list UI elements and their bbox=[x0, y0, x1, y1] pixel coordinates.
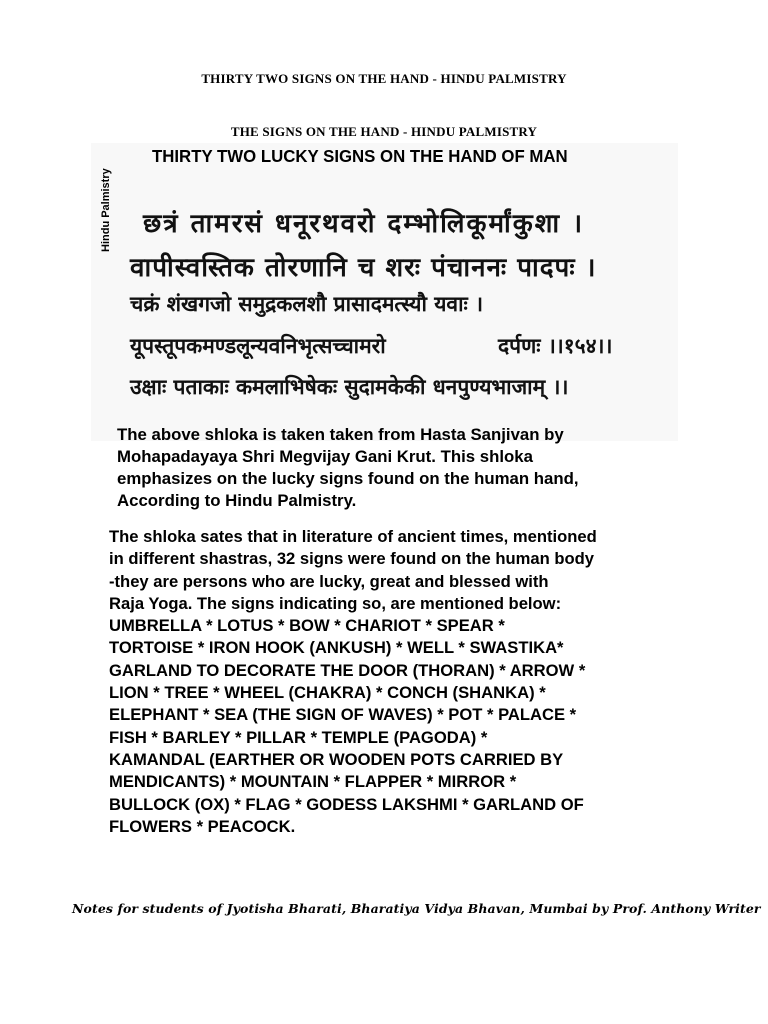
shloka-line: चक्रं शंखगजो समुद्रकलशौ प्रासादमत्स्यौ यवाः । bbox=[130, 291, 484, 316]
side-label: Hindu Palmistry bbox=[100, 168, 112, 252]
shloka-line: यूपस्तूपकमण्डलून्यवनिभृत्सच्चामरो bbox=[130, 333, 386, 358]
shloka-line: उक्षाः पताकाः कमलाभिषेकः सुदामकेकी धनपुण्यभाजाम् ।। bbox=[130, 374, 569, 399]
shloka-verse-number: दर्पणः ।।१५४।। bbox=[498, 333, 613, 358]
page-subtitle: THE SIGNS ON THE HAND - HINDU PALMISTRY bbox=[230, 124, 538, 139]
intro-paragraph: The above shloka is taken taken from Hasta Sanjivan by Mohapadayaya Shri Megvijay Gani Krut. This shloka emphasizes on the lucky signs found on the human hand, According to Hindu Palmistry. bbox=[117, 425, 579, 510]
footer-note: Notes for students of Jyotisha Bharati, Bharatiya Vidya Bhavan, Mumbai by Prof. Anthony Writer bbox=[72, 901, 761, 916]
scan-title: THIRTY TWO LUCKY SIGNS ON THE HAND OF MAN bbox=[152, 146, 568, 166]
shloka-line: छत्रं तामरसं धनूरथवरो दम्भोलिकूर्मांकुशा । bbox=[143, 209, 585, 239]
page-title: THIRTY TWO SIGNS ON THE HAND - HINDU PALMISTRY bbox=[201, 71, 567, 86]
shloka-line: वापीस्वस्तिक तोरणानि च शरः पंचाननः पादपः । bbox=[130, 253, 597, 283]
signs-paragraph: The shloka sates that in literature of ancient times, mentioned in different shastras, 32 signs were found on the human body -they are persons who are lucky, great and blessed with Raja Yoga. The signs indicating so, are mentioned below: UMBRELLA * LOTUS * BOW * CHARIOT * SPEAR * TORTOISE * IRON HOOK (ANKUSH) * WELL * SWASTIKA* GARLAND TO DECORATE THE DOOR (THORAN) * ARROW * LION * TREE * WHEEL (CHAKRA) * CONCH (SHANKA) * ELEPHANT * SEA (THE SIGN OF WAVES) * POT * PALACE * FISH * BARLEY * PILLAR * TEMPLE (PAGODA) * KAMANDAL (EARTHER OR WOODEN POTS CARRIED BY MENDICANTS) * MOUNTAIN * FLAPPER * MIRROR * BULLOCK (OX) * FLAG * GODESS LAKSHMI * GARLAND OF FLOWERS * PEACOCK. bbox=[109, 527, 597, 836]
